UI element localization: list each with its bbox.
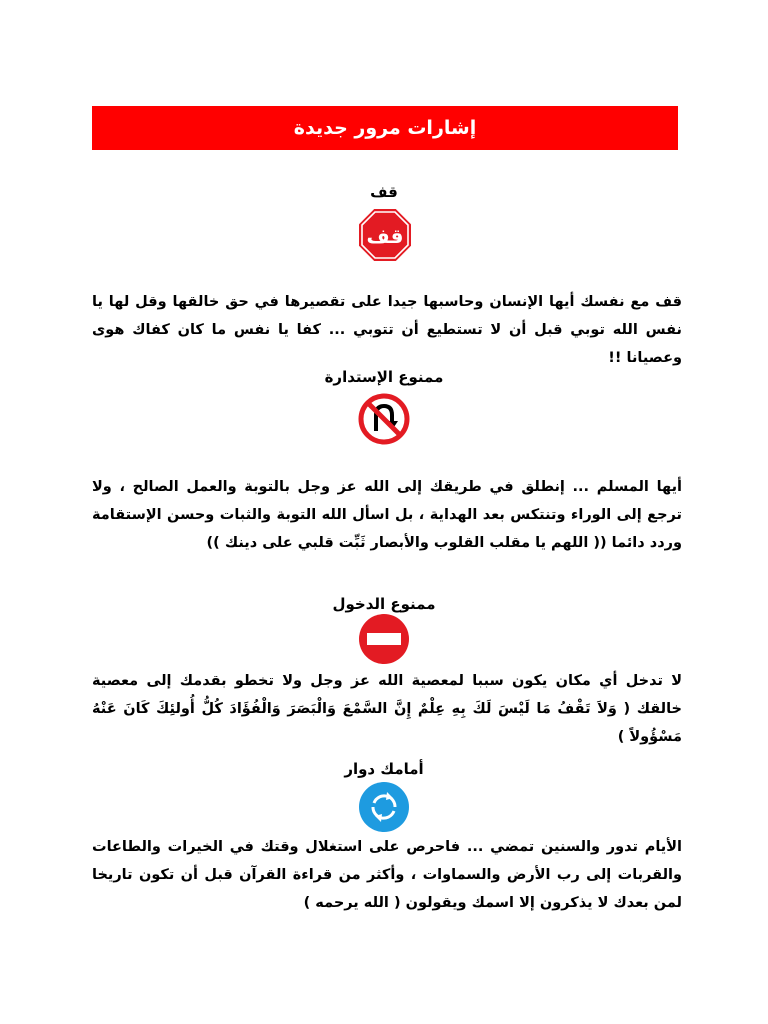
sign-paragraph-no-u-turn: أيها المسلم ... إنطلق في طريقك إلى الله عز وجل بالتوبة والعمل الصالح ، ولا ترجع إلى الوراء وتنتكس بعد الهداية ، بل اسأل الله التوبة والثبات وحسن الإستقامة وردد دائما (( اللهم يا مقلب القلوب والأبصار ثَبِّت قلبي على دينك )): [92, 479, 682, 551]
sign-label-roundabout: أمامك دوار: [344, 760, 424, 778]
sign-label-stop: قف: [370, 183, 398, 201]
roundabout-icon: [358, 781, 410, 833]
sign-paragraph-roundabout: الأيام تدور والسنين تمضي ... فاحرص على استغلال وقتك في الخيرات والطاعات والقربات إلى رب الأرض والسماوات ، وأكثر من قراءة القرآن قبل أن تكون تاريخا لمن بعدك لا يذكرون إلا اسمك ويقولون ( الله يرحمه ): [92, 839, 682, 911]
sign-paragraph-stop: قف مع نفسك أيها الإنسان وحاسبها جيدا على تقصيرها في حق خالقها وقل لها يا نفس الله توبي قبل أن لا تستطيع أن تتوبي ... كفا يا نفس ما كان كفاك هوى وعصيانا !!: [92, 294, 682, 366]
stop-sign-text: قف: [366, 224, 404, 248]
sign-label-no-u-turn: ممنوع الإستدارة: [324, 368, 444, 386]
no-entry-icon: [358, 613, 410, 665]
stop-sign-icon: [359, 209, 411, 261]
sign-label-no-entry: ممنوع الدخول: [332, 595, 436, 613]
sign-paragraph-no-entry: لا تدخل أي مكان يكون سببا لمعصية الله عز وجل ولا تخطو بقدمك إلى معصية خالقك ( وَلاَ تَقْفُ مَا لَيْسَ لَكَ بِهِ عِلْمٌ إِنَّ السَّمْعَ وَالْبَصَرَ وَالْفُؤَادَ كُلُّ أُولئِكَ كَانَ عَنْهُ مَسْؤُولاً ): [92, 673, 682, 745]
page-title: إشارات مرور جديدة: [293, 117, 477, 139]
page-title-banner: [92, 106, 678, 150]
no-u-turn-icon: [358, 393, 410, 445]
